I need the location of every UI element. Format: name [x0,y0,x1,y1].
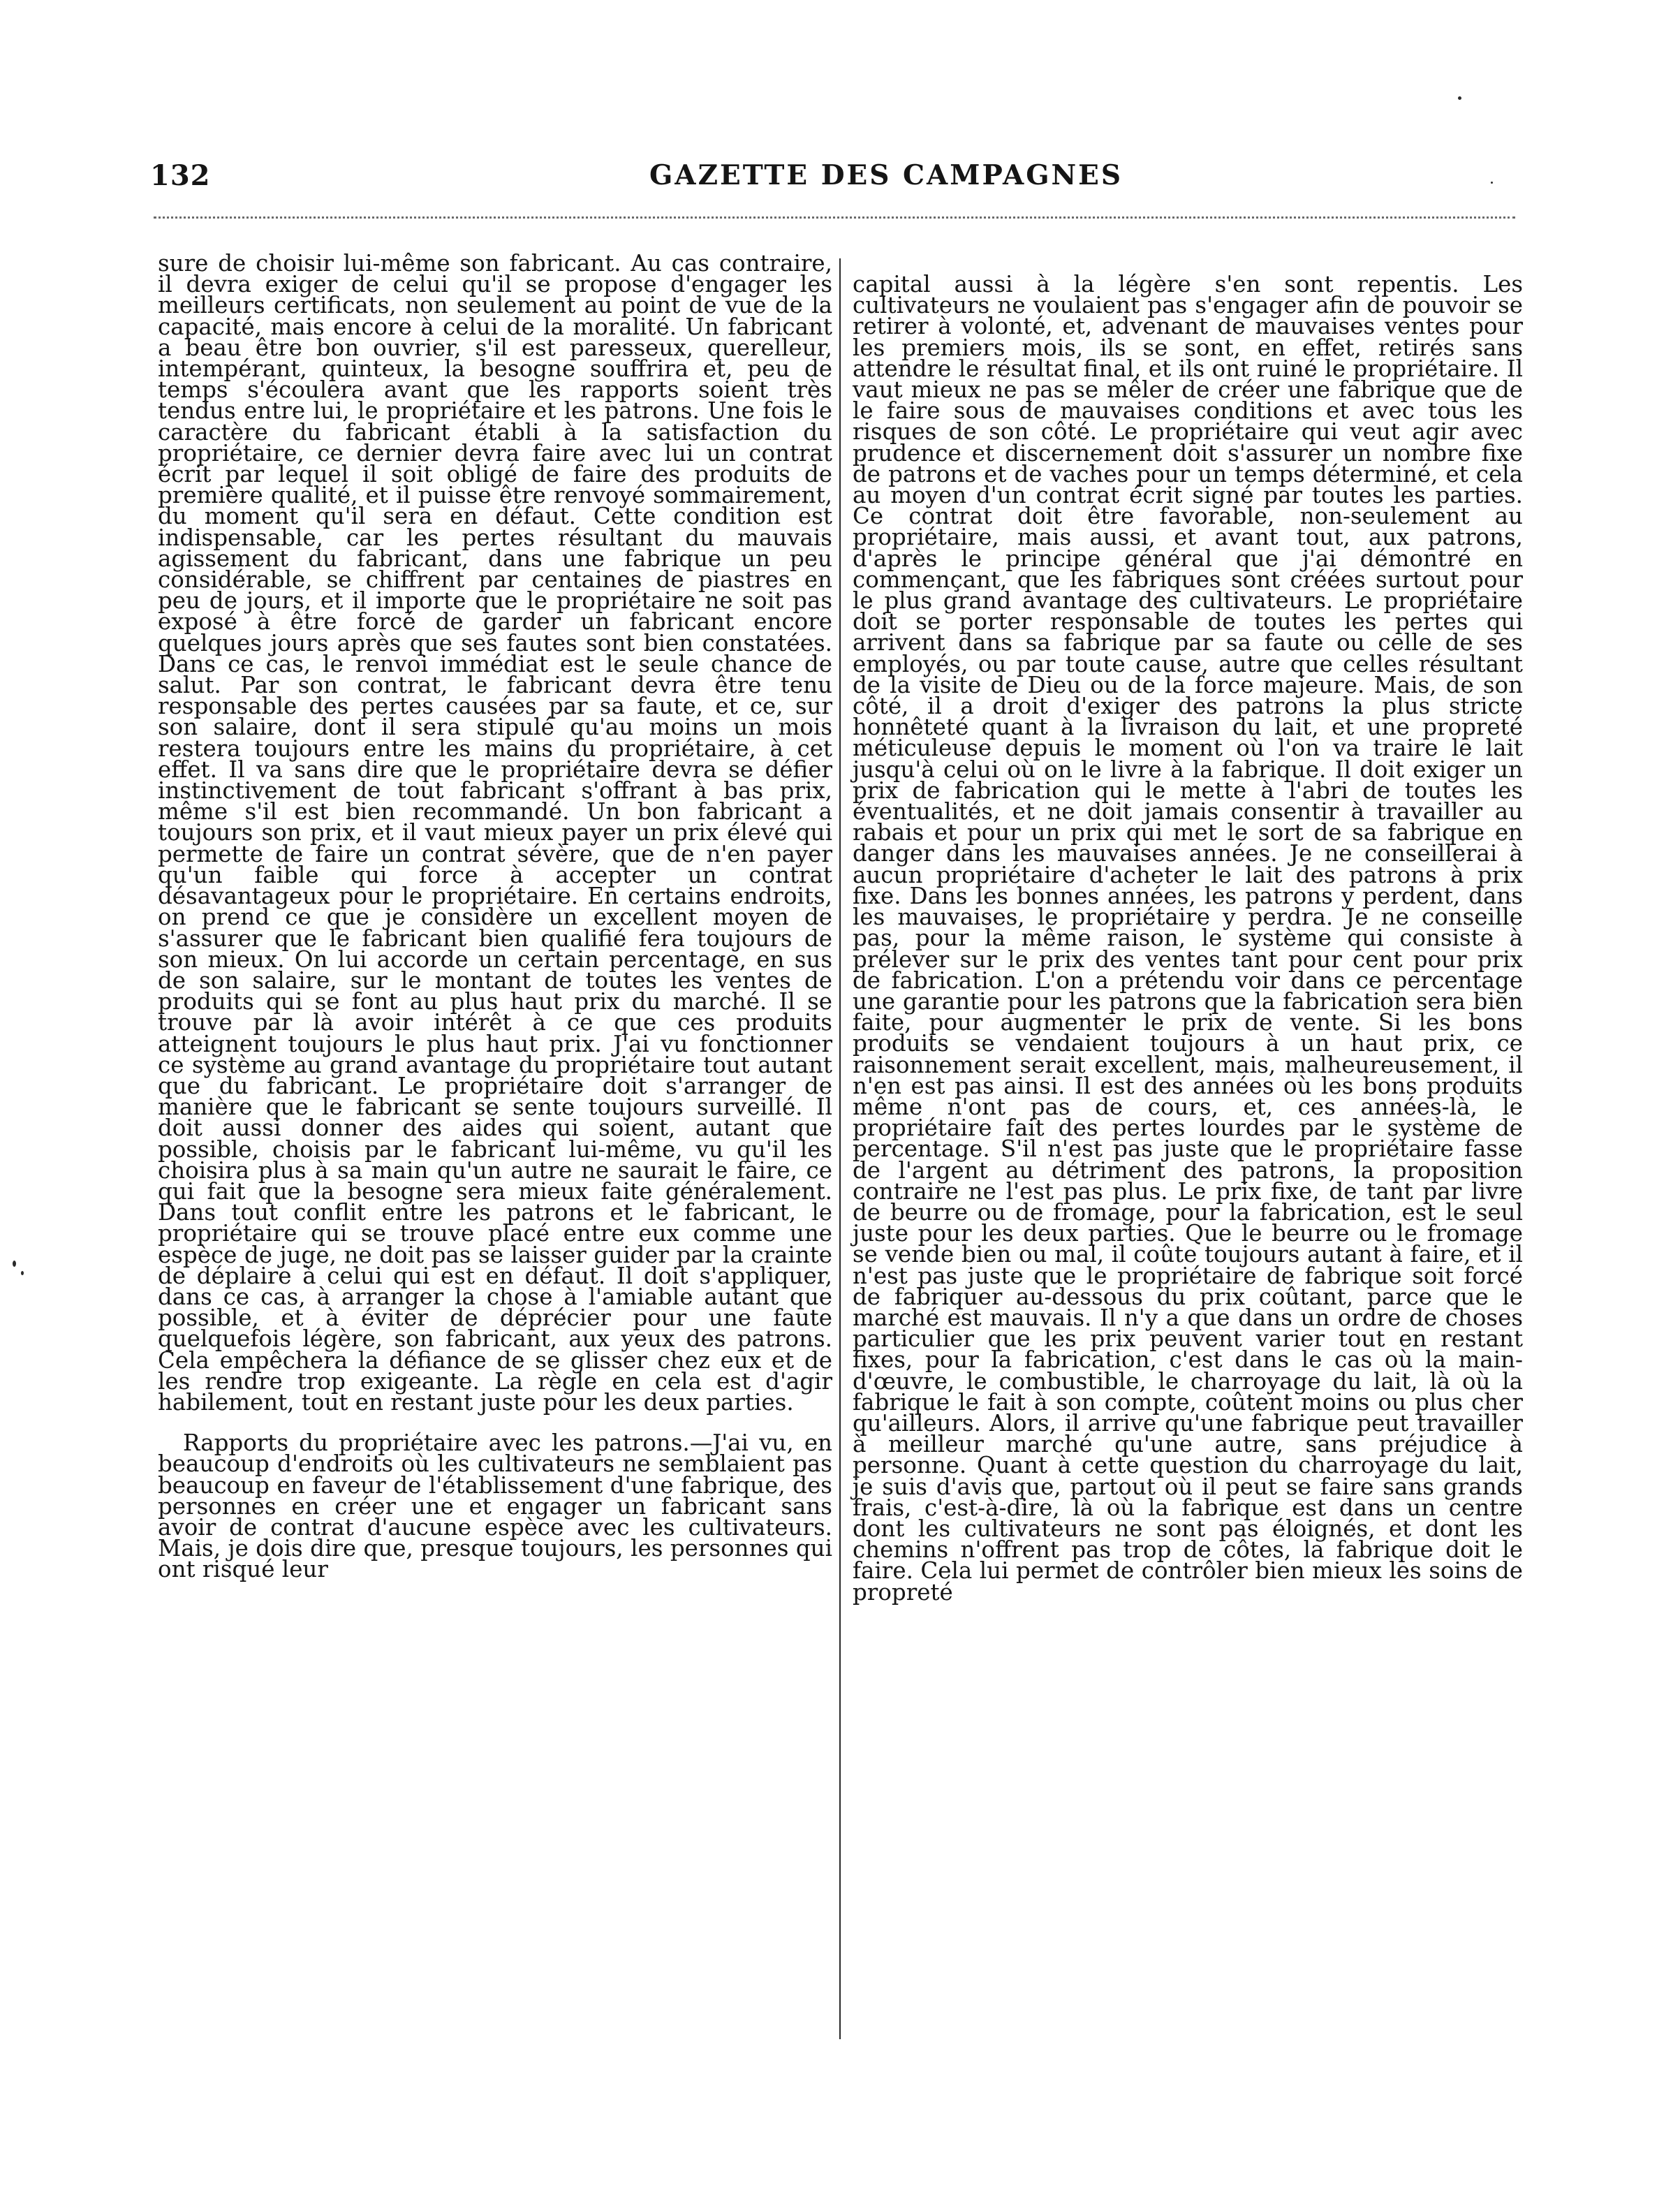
right-paragraph-1: capital aussi à la légère s'en sont repentis. Les cultivateurs ne voulaient pas s'engager afin de pouvoir se retirer à volonté, et, advenant de mauvaises ventes pour les premiers mois, ils se sont, en effet, retirés sans attendre le résultat final, et ils ont ruiné le propriétaire. Il vaut mieux ne pas se mêler de créer une fabrique que de le faire sous de mauvaises conditions et avec tous les risques de son côté. Le propriétaire qui veut agir avec prudence et discernement doit s'assurer un nombre fixe de patrons et de vaches pour un temps déterminé, et cela au moyen d'un contrat écrit signé par toutes les parties. Ce contrat doit être favorable, non-seulement au propriétaire, mais aussi, et avant tout, aux patrons, d'après le principe général que j'ai démontré en commençant, que les fabriques sont créées surtout pour le plus grand avantage des cultivateurs. Le propriétaire doit se porter responsable de toutes les pertes qui arrivent dans sa fabrique par sa faute ou celle de ses employés, ou par toute cause, autre que celles résultant de la visite de Dieu ou de la force majeure. Mais, de son côté, il a droit d'exiger des patrons la plus stricte honnêteté quant à la livraison du lait, et une propreté méticuleuse depuis le moment où l'on va traire le lait jusqu'à celui où on le livre à la fabrique. Il doit exiger un prix de fabrication qui le mette à l'abri de toutes les éventualités, et ne doit jamais consentir à travailler au rabais et pour un prix qui met le sort de sa fabrique en danger dans les mauvaises années. Je ne conseillerai à aucun propriétaire d'acheter le lait des patrons à prix fixe. Dans les bonnes années, les patrons y perdent, dans les mauvaises, le propriétaire y perdra. Je ne conseille pas, pour la même raison, le système qui consiste à prélever sur le prix des ventes tant pour cent pour prix de fabrication. L'on a prétendu voir dans ce percentage une garantie pour les patrons que la fabrication sera bien faite, pour augmenter le prix de vente. Si les bons produits se vendaient toujours à un haut prix, ce raisonnement serait excellent, mais, malheureusement, il n'en est pas ainsi. Il est des années où les bons produits même n'ont pas de cours, et, ces années-là, le propriétaire fait des pertes lourdes par le système de percentage. S'il n'est pas juste que le propriétaire fasse de l'argent au détriment des patrons, la proposition contraire ne l'est pas plus. Le prix fixe, de tant par livre de beurre ou de fromage, pour la fabrication, est le seul juste pour les deux parties. Que le beurre ou le fromage se vende bien ou mal, il coûte toujours autant à faire, et il n'est pas juste que le propriétaire de fabrique soit forcé de fabriquer au-dessous du prix coûtant, parce que le marché est mauvais. Il n'y a que dans un ordre de choses particulier que les prix peuvent varier tout en restant fixes, pour la fabrication, c'est dans le cas où la main-d'œuvre, le combustible, le charroyage du lait, là où la fabrique le fait à son compte, coûtent moins ou plus cher qu'ailleurs. Alors, il arrive qu'une fabrique peut travailler à meilleur marché qu'une autre, sans préjudice à personne. Quant à cette question du charroyage du lait, je suis d'avis que, partout où il peut se faire sans grands frais, c'est-à-dire, là où la fabrique est dans un centre dont les cultivateurs ne sont pas éloignés, et dont les chemins n'offrent pas trop de côtes, la fabrique doit le faire. Cela lui permet de contrôler bien mieux les soins de propreté [853,271,1523,1606]
print-speck [21,1271,24,1275]
running-title: GAZETTE DES CAMPAGNES [649,159,1123,191]
page-header [150,152,1512,194]
page-number: 132 [150,159,211,192]
column-divider [839,258,841,2039]
print-speck [13,1261,16,1267]
left-column [158,250,832,1583]
header-rule [154,216,1515,219]
left-paragraph-1: sure de choisir lui-même son fabricant. Au cas contraire, il devra exiger de celui qu'il se propose d'engager les meilleurs certificats, non seulement au point de vue de la capacité, mais encore à celui de la moralité. Un fabricant a beau être bon ouvrier, s'il est paresseux, querelleur, intempérant, quinteux, la besogne souffrira et, peu de temps s'écoulera avant que les rapports soient très tendus entre lui, le propriétaire et les patrons. Une fois le caractère du fabricant établi à la satisfaction du propriétaire, ce dernier devra faire avec lui un contrat écrit par lequel il soit obligé de faire des produits de première qualité, et il puisse être renvoyé sommairement, du moment qu'il sera en défaut. Cette condition est indispensable, car les pertes résultant du mauvais agissement du fabricant, dans une fabrique un peu considérable, se chiffrent par centaines de piastres en peu de jours, et il importe que le propriétaire ne soit pas exposé à être forcé de garder un fabricant encore quelques jours après que ses fautes sont bien constatées. Dans ce cas, le renvoi immédiat est le seule chance de salut. Par son contrat, le fabricant devra être tenu responsable des pertes causées par sa faute, et ce, sur son salaire, dont il sera stipulé qu'au moins un mois restera toujours entre les mains du propriétaire, à cet effet. Il va sans dire que le propriétaire devra se défier instinctivement de tout fabricant s'offrant à bas prix, même s'il est bien recommandé. Un bon fabricant a toujours son prix, et il vaut mieux payer un prix élevé qui permette de faire un contrat sévère, que de n'en payer qu'un faible qui force à accepter un contrat désavantageux pour le propriétaire. En certains endroits, on prend ce que je considère un excellent moyen de s'assurer que le fabricant bien qualifié fera toujours de son mieux. On lui accorde un certain percentage, en sus de son salaire, sur le montant de toutes les ventes de produits qui se font au plus haut prix du marché. Il se trouve par là avoir intérêt à ce que ces produits atteignent toujours le plus haut prix. J'ai vu fonctionner ce système au grand avantage du propriétaire tout autant que du fabricant. Le propriétaire doit s'arranger de manière que le fabricant se sente toujours surveillé. Il doit aussi donner des aides qui soient, autant que possible, choisis par le fabricant lui-même, vu qu'il les choisira plus à sa main qu'un autre ne saurait le faire, ce qui fait que la besogne sera mieux faite généralement. Dans tout conflit entre les patrons et le fabricant, le propriétaire qui se trouve placé entre eux comme une espèce de juge, ne doit pas se laisser guider par la crainte de déplaire à celui qui est en défaut. Il doit s'appliquer, dans ce cas, à arranger la chose à l'amiable autant que possible, et à éviter de déprécier pour une faute quelquefois légère, son fabricant, aux yeux des patrons. Cela empêchera la défiance de se glisser chez eux et de les rendre trop exigeante. La règle en cela est d'agir habilement, tout en restant juste pour les deux parties. [158,250,832,1416]
right-column [853,271,1523,1606]
left-paragraph-2: Rapports du propriétaire avec les patrons.—J'ai vu, en beaucoup d'endroits où les cultivateurs ne semblaient pas beaucoup en faveur de l'établissement d'une fabrique, des personnes en créer une et engager un fabricant sans avoir de contrat d'aucune espèce avec les cultivateurs. Mais, je dois dire que, presque toujours, les personnes qui ont risqué leur [158,1430,832,1583]
print-speck [1491,182,1493,184]
print-speck [1458,96,1461,100]
